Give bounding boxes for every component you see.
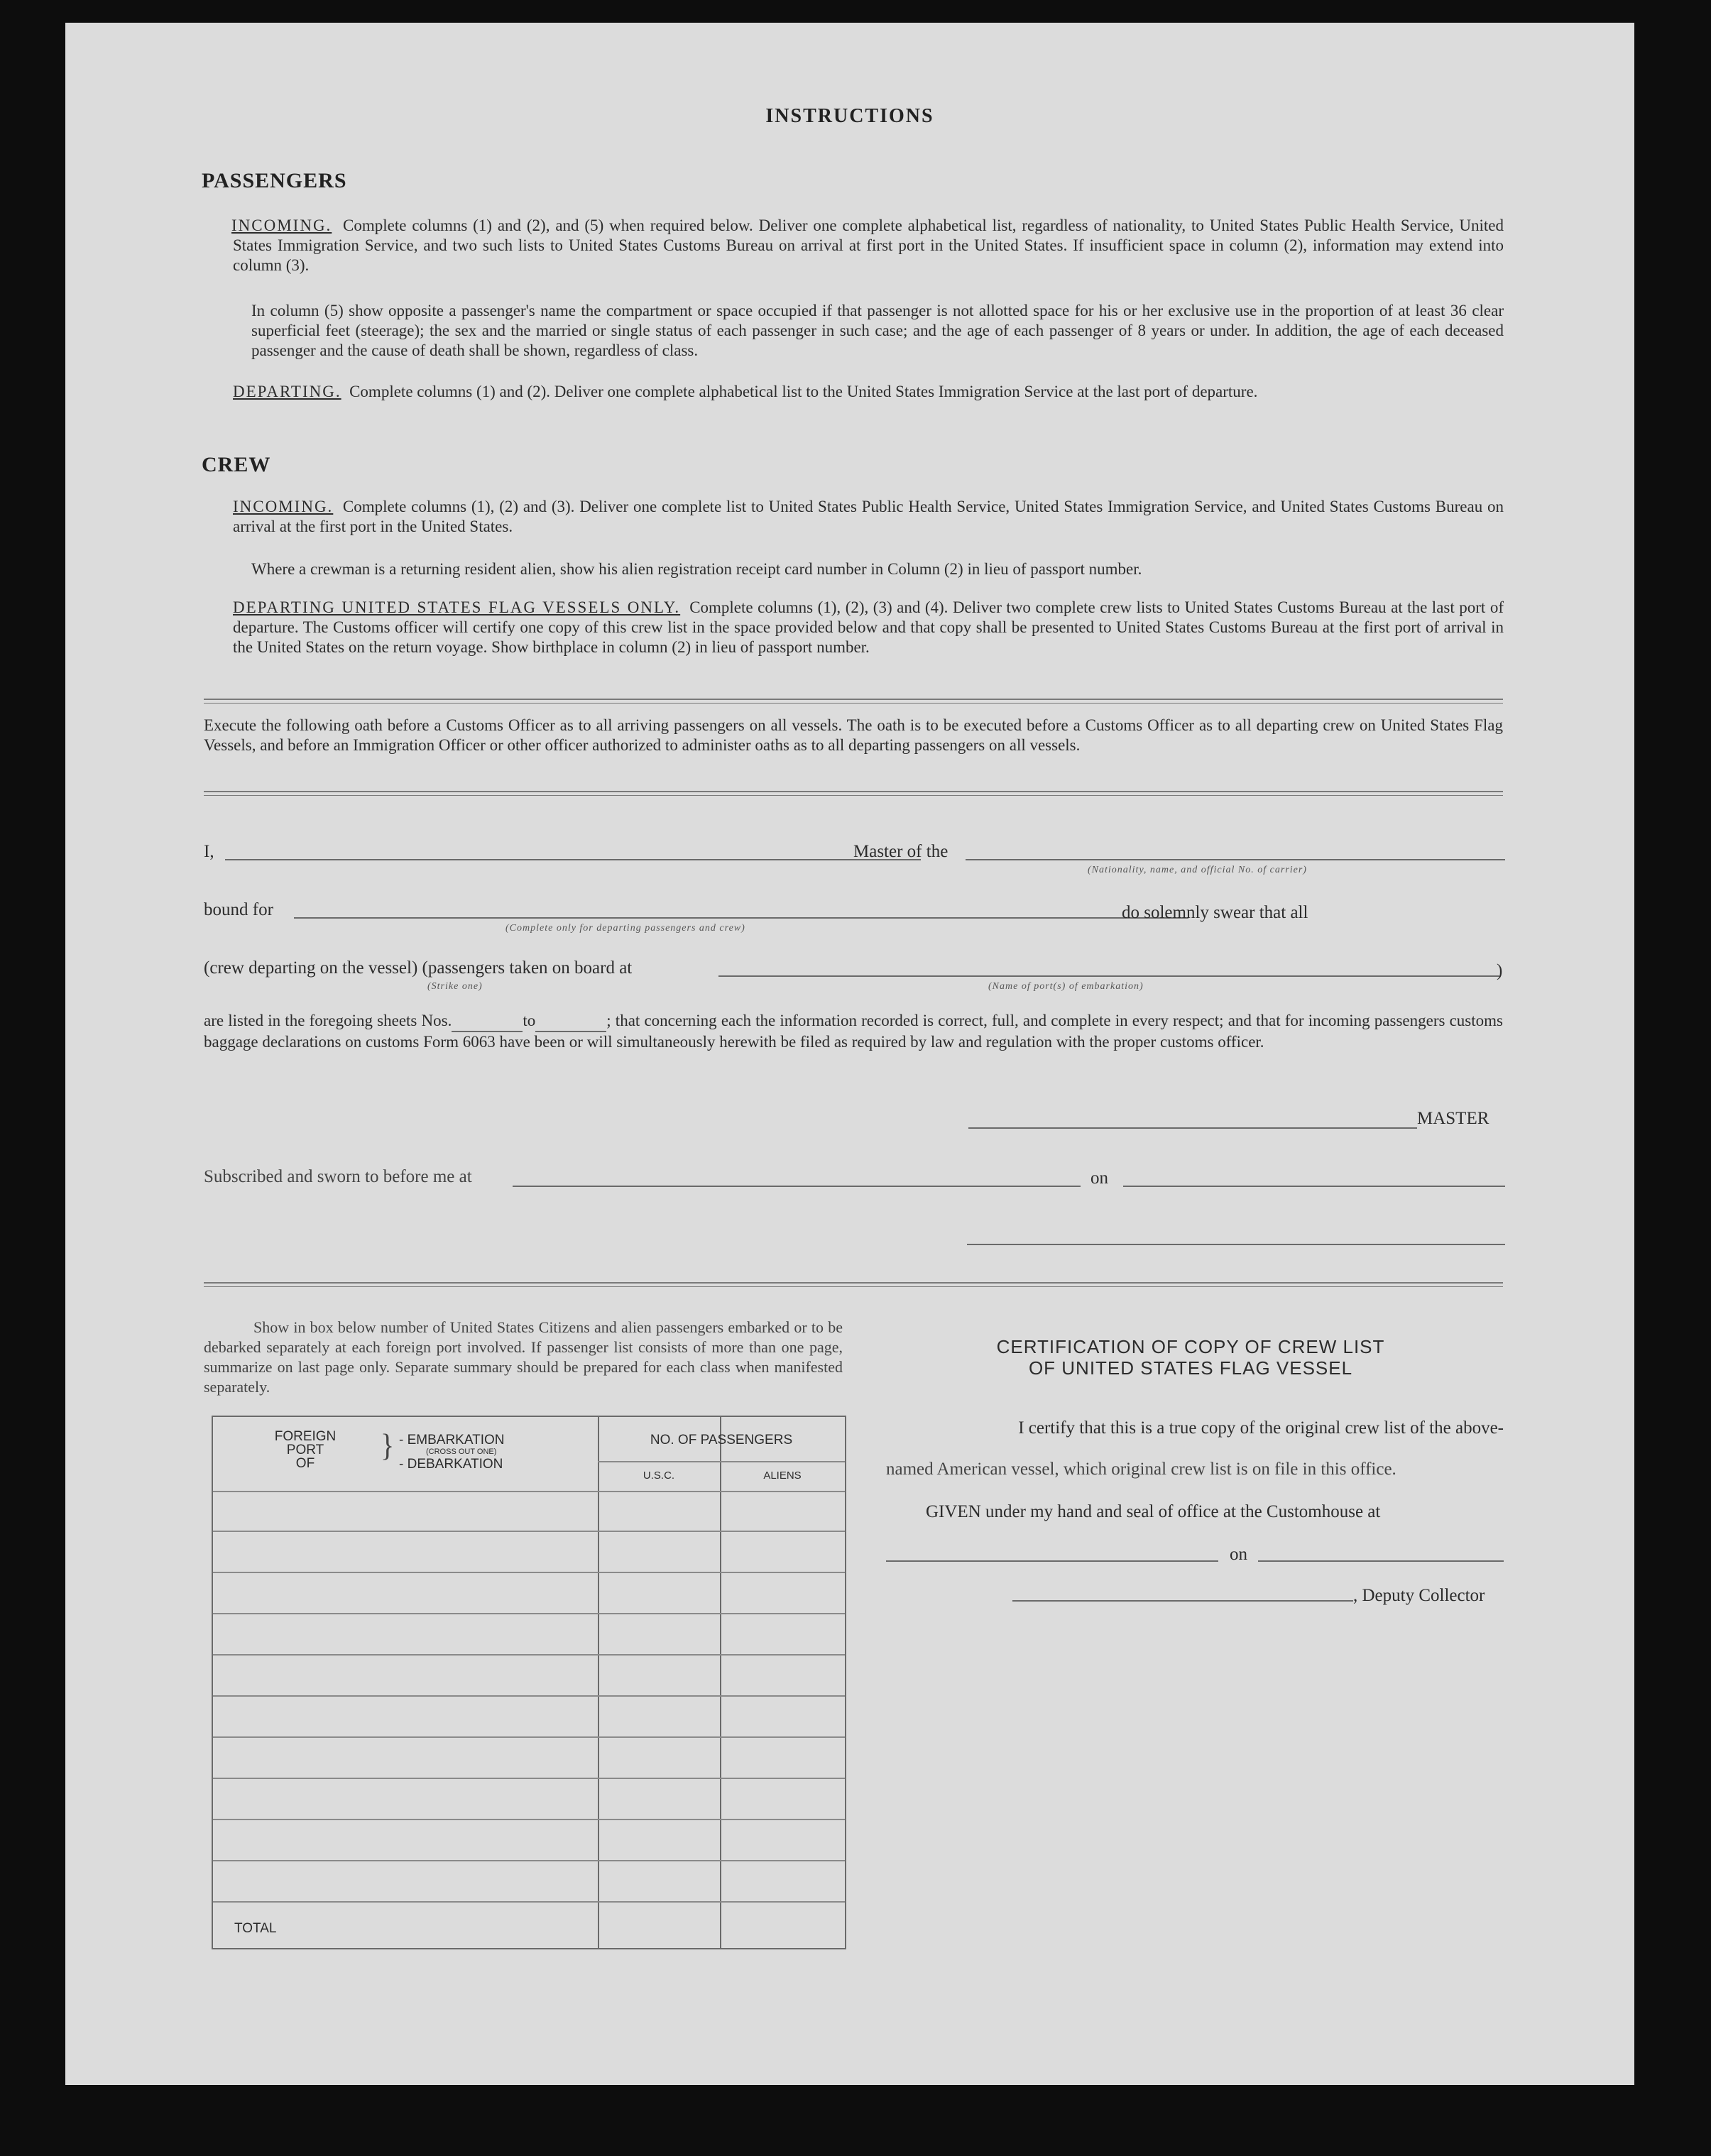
certification-date-field[interactable] <box>1258 1560 1504 1562</box>
subscribed-place-field[interactable] <box>513 1186 1081 1187</box>
certification-title-line-1: CERTIFICATION OF COPY OF CREW LIST <box>996 1336 1385 1357</box>
port-label: PORT <box>286 1443 324 1457</box>
aliens-label: ALIENS <box>763 1470 802 1482</box>
passengers-heading: PASSENGERS <box>202 169 347 192</box>
carrier-field[interactable] <box>966 859 1505 860</box>
bound-for-caption: (Complete only for departing passengers and crew) <box>505 923 745 934</box>
subscribed-date-field[interactable] <box>1123 1186 1505 1187</box>
deputy-collector-field[interactable] <box>1012 1600 1353 1602</box>
divider <box>204 699 1503 704</box>
listed-text-a: are listed in the foregoing sheets Nos. <box>204 1012 452 1029</box>
crew-incoming-lead: INCOMING. <box>233 498 334 515</box>
table-row-divider <box>213 1654 845 1656</box>
header-divider <box>598 1461 845 1462</box>
embarkation-label: - EMBARKATION <box>399 1433 505 1448</box>
table-row-divider <box>213 1531 845 1532</box>
crew-resident-paragraph: Where a crewman is a returning resident alien, show his alien registration receipt card number in Column (2) in lieu of passport number. <box>251 560 1142 578</box>
form-page <box>65 23 1634 2085</box>
certification-line-2: named American vessel, which original crew list is on file in this office. <box>886 1460 1396 1479</box>
column-divider <box>598 1417 599 1948</box>
usc-label: U.S.C. <box>643 1470 675 1482</box>
passengers-departing-lead: DEPARTING. <box>233 383 341 400</box>
cert-on-label: on <box>1230 1545 1247 1564</box>
divider <box>204 1282 1503 1287</box>
table-row-divider <box>213 1613 845 1614</box>
strike-one-caption: (Strike one) <box>427 981 483 992</box>
divider <box>204 791 1503 796</box>
passengers-incoming-text: Complete columns (1) and (2), and (5) when required below. Deliver one complete alphabetical list, regardless of nationality, to United States Public Health Service, United States Immigration Service, and two such lists to United States Customs Bureau on arrival at first port in the United States. If insufficient space in column (2), information may extend into column (3). <box>233 217 1504 274</box>
master-label: MASTER <box>1417 1109 1489 1128</box>
brace-icon: } <box>381 1427 395 1463</box>
certification-title <box>917 1336 1464 1379</box>
table-row-divider <box>213 1736 845 1738</box>
officer-signature-field[interactable] <box>967 1244 1505 1245</box>
subscribed-label: Subscribed and sworn to before me at <box>204 1167 472 1186</box>
crew-departing-label: (crew departing on the vessel) (passengers taken on board at <box>204 958 633 978</box>
foreign-port-of-label <box>256 1430 355 1470</box>
table-row-divider <box>213 1819 845 1820</box>
cross-out-label: (CROSS OUT ONE) <box>426 1448 497 1456</box>
passengers-column5-paragraph: In column (5) show opposite a passenger's name the compartment or space occupied if that passenger is not allotted space for his or her exclusive use in the proportion of at least 36 clear superficial feet (steerage); the sex and the married or single status of each passenger in such case; and the age of each passenger of 8 years or under. In addition, the age of each deceased passenger and the cause of death shall be shown, regardless of class. <box>251 302 1504 359</box>
foreign-label: FOREIGN <box>274 1429 337 1444</box>
crew-departing-lead: DEPARTING UNITED STATES FLAG VESSELS ONLY. <box>233 598 681 616</box>
no-of-passengers-label: NO. OF PASSENGERS <box>650 1433 793 1448</box>
crew-incoming-paragraph <box>233 497 1504 537</box>
column-divider <box>720 1417 721 1948</box>
table-row-divider <box>213 1491 845 1492</box>
table-row-divider <box>213 1860 845 1861</box>
table-row-divider <box>213 1901 845 1903</box>
passengers-departing-paragraph <box>233 382 1504 402</box>
table-row-divider <box>213 1572 845 1573</box>
embarkation-port-field[interactable] <box>718 975 1499 977</box>
bound-for-field[interactable] <box>294 917 1188 919</box>
master-of-the-label: Master of the <box>853 842 949 861</box>
customhouse-field[interactable] <box>886 1560 1218 1562</box>
passengers-incoming-paragraph <box>233 216 1504 275</box>
certification-title-line-2: OF UNITED STATES FLAG VESSEL <box>1028 1357 1353 1379</box>
master-name-field[interactable] <box>225 859 921 860</box>
bound-for-label: bound for <box>204 900 273 919</box>
listed-to-label: to <box>523 1012 536 1029</box>
master-signature-field[interactable] <box>968 1127 1417 1129</box>
close-paren: ) <box>1497 961 1503 980</box>
crew-heading: CREW <box>202 453 271 476</box>
table-row-divider <box>213 1778 845 1779</box>
deputy-collector-label: , Deputy Collector <box>1353 1586 1485 1605</box>
listed-paragraph <box>204 1011 1503 1052</box>
port-caption: (Name of port(s) of embarkation) <box>988 981 1144 992</box>
passengers-departing-text: Complete columns (1) and (2). Deliver one complete alphabetical list to the United States Immigration Service at the last port of departure. <box>349 383 1258 400</box>
crew-departing-text: Complete columns (1), (2), (3) and (4). Deliver two complete crew lists to United States Customs Bureau at the last port of departure. The Customs officer will certify one copy of this crew list in the space provided below and that copy shall be presented to United States Customs Bureau at the first port of arrival in the United States on the return voyage. Show birthplace in column (2) in lieu of passport number. <box>233 598 1504 656</box>
passengers-incoming-lead: INCOMING. <box>231 217 332 234</box>
certification-line-1: I certify that this is a true copy of the original crew list of the above- <box>1018 1418 1504 1438</box>
on-label: on <box>1090 1169 1108 1188</box>
summary-instructions: Show in box below number of United States Citizens and alien passengers embarked or to be debarked separately at each foreign port involved. If passenger list consists of more than one page, summarize on last page only. Separate summary should be prepared for each class when manifested separately. <box>204 1318 843 1396</box>
listed-text-b: ; that concerning each the information recorded is correct, full, and complete in every respect; and <box>606 1012 1252 1029</box>
sheet-to-field[interactable] <box>535 1011 606 1032</box>
passenger-summary-table <box>212 1416 846 1949</box>
table-row-divider <box>213 1695 845 1697</box>
of-label: OF <box>295 1456 315 1471</box>
crew-departing-paragraph <box>233 598 1504 657</box>
oath-i-label: I, <box>204 842 214 861</box>
sheet-from-field[interactable] <box>452 1011 523 1032</box>
swear-label: do solemnly swear that all <box>1122 903 1308 922</box>
carrier-caption: (Nationality, name, and official No. of carrier) <box>1088 865 1307 875</box>
total-label: TOTAL <box>234 1921 277 1936</box>
page-title: INSTRUCTIONS <box>765 105 934 127</box>
oath-instructions: Execute the following oath before a Customs Officer as to all arriving passengers on all vessels. The oath is to be executed before a Customs Officer as to all departing crew on United States Flag Vessels, and before an Immigration Officer or other officer authorized to administer oaths as to all departing passengers on all vessels. <box>204 716 1503 754</box>
debarkation-label: - DEBARKATION <box>399 1457 503 1472</box>
listed-text-rest: that for incoming passengers customs baggage declarations on customs Form 6063 have been or will simultaneously herewith be filed as required by law and regulation with the proper customs officer. <box>204 1012 1503 1051</box>
crew-incoming-text: Complete columns (1), (2) and (3). Deliver one complete list to United States Public Health Service, United States Immigration Service, and United States Customs Bureau on arrival at the first port in the United States. <box>233 498 1504 535</box>
certification-line-3: GIVEN under my hand and seal of office at the Customhouse at <box>926 1502 1381 1521</box>
